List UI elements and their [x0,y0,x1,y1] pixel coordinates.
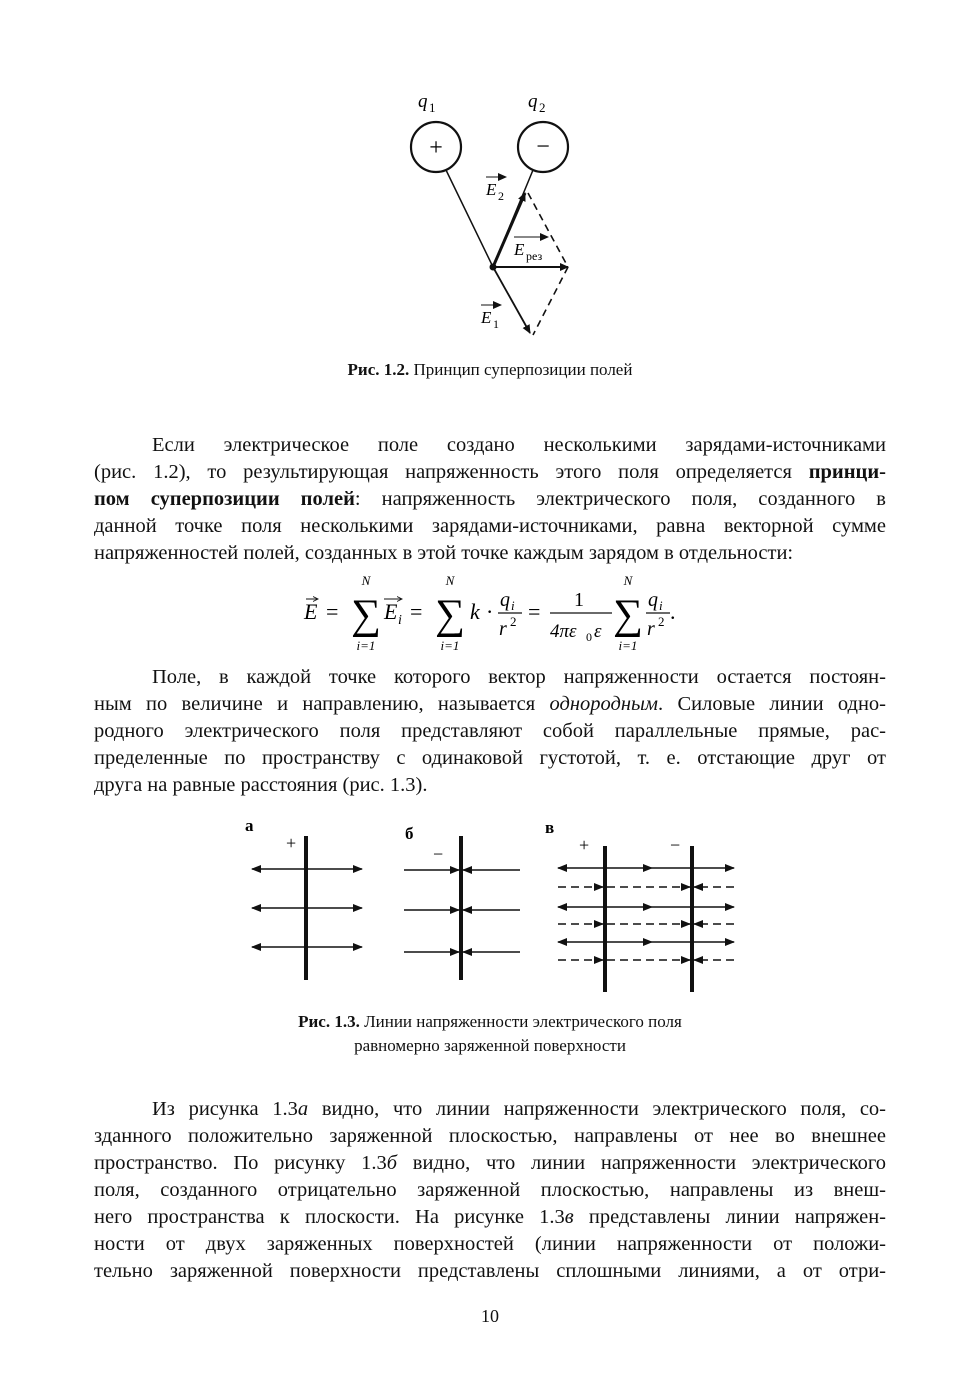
formula-eq2: = [410,599,423,624]
p2-line1: Поле, в каждой точке которого вектор напряженности остается постоян- [152,666,886,688]
p3-l3a: пространство. По рисунку 1.3 [94,1152,387,1174]
p1-bold2: пом суперпозиции полей [94,488,355,510]
sum3-bottom: i=1 [618,638,638,653]
frac2-den-eps: ε [594,621,602,642]
frac3-q: q [648,589,658,611]
p1-line5: напряженностей полей, созданных в этой точке каждым зарядом в отдельности: [94,542,794,564]
p1-bold1: принци- [808,461,886,483]
frac1-q: q [500,589,510,611]
panel-v-dashed-lines [558,887,734,960]
frac2-one: 1 [574,589,584,611]
formula-eq1: = [326,599,339,624]
frac3-q-sub: i [659,598,663,613]
q2-label: q [528,91,538,112]
p1-line4: данной точке поля несколькими зарядами-источниками, равна векторной сумме [94,515,886,537]
paragraph-1 [94,432,886,567]
sum2-top: N [445,575,455,588]
panel-v-minus: − [670,835,681,855]
frac2-den: 4πε [550,621,577,642]
formula-eq3: = [528,599,541,624]
sum1-sigma: ∑ [351,592,381,638]
sum2-bottom: i=1 [440,638,460,653]
eres-sub: рез [526,249,543,263]
p3-l1a: Из рисунка 1.3 [152,1098,298,1120]
figure2-caption-line2: равномерно заряженной поверхности [354,1036,626,1055]
panel-v-plus: + [579,835,590,855]
e1-label: E [481,308,492,327]
figure1-caption [0,358,980,382]
q1-label: q [418,91,428,112]
formula-dot: · [486,599,494,624]
panel-b-label: б [405,824,414,843]
p1-line3-rest: : напряженность электрического поля, созданного в [354,488,886,510]
figure1-caption-text: Принцип суперпозиции полей [409,360,633,379]
formula-ei: E [384,599,398,624]
frac1-r: r [499,618,507,640]
q1-sub: 1 [429,100,436,115]
p3-l1b: видно, что линии напряженности электрического поля, со- [308,1098,886,1120]
p3-l6: ности от двух заряженных поверхностей (линии напряженности от положи- [94,1233,886,1255]
p2-line2-rest: . Силовые линии одно- [658,693,886,715]
panel-v-solid-lines [558,868,734,942]
plus-sign: + [429,135,443,161]
p3-l1i: а [297,1098,309,1120]
formula-end: . [670,599,676,624]
dashed-line-lower [533,267,568,335]
eres-label: E [514,240,525,259]
formula-lhs: E [304,599,318,624]
frac1-q-sub: i [511,598,515,613]
p3-l3i: б [386,1152,398,1174]
p2-line3: родного электрического поля представляют собой параллельные прямые, рас- [94,720,886,742]
panel-b-minus: − [433,844,444,864]
superposition-formula [300,575,700,655]
p2-line2: ным по величине и направлению, называется [94,693,550,715]
figure1-caption-bold: Рис. 1.2. [347,360,410,379]
p3-l2: зданного положительно заряженной плоскостью, направлены от нее во внешнее [94,1125,886,1147]
p2-italic: однородным [549,693,659,715]
q2-sub: 2 [539,100,546,115]
p2-line5: друга на равные расстояния (рис. 1.3). [94,774,428,796]
frac1-r-sup: 2 [510,614,517,629]
p1-line2: (рис. 1.2), то результирующая напряженность этого поля определяется [94,461,809,483]
figure2-caption-line1: Линии напряженности электрического поля [359,1012,682,1031]
sum1-bottom: i=1 [356,638,376,653]
minus-sign: − [536,134,550,160]
paragraph-3 [94,1096,886,1285]
figure2-caption [0,1010,980,1058]
p1-line1: Если электрическое поле создано несколькими зарядами-источниками [152,434,886,456]
p2-line4: пределенные по пространству с одинаковой густотой, т. е. отстающие друг от [94,747,886,769]
e2-label: E [486,180,497,199]
sum3-sigma: ∑ [613,592,643,638]
figure-superposition [380,85,610,350]
e2-sub: 2 [498,189,504,203]
frac2-den-sub: 0 [586,630,592,644]
page-number: 10 [481,1306,499,1326]
frac3-r: r [647,618,655,640]
formula-k: k [470,599,480,624]
p3-l5i: в [564,1206,574,1228]
figure-uniform-field [240,812,750,997]
panel-a-plus: + [286,833,297,853]
frac3-r-sup: 2 [658,614,665,629]
panel-a-label: а [245,816,254,835]
e1-sub: 1 [493,317,499,331]
p3-l5b: представлены линии напряжен- [573,1206,886,1228]
panel-v-label: в [545,818,555,837]
sum2-sigma: ∑ [435,592,465,638]
sum3-top: N [623,575,633,588]
p3-l3b: видно, что линии напряженности электрического [397,1152,887,1174]
p3-l7: тельно заряженной поверхности представлены сплошными линиями, а от отри- [94,1260,886,1282]
p3-l5a: него пространства к плоскости. На рисунке 1.3 [94,1206,565,1228]
paragraph-2 [94,664,886,799]
formula-ei-sub: i [398,613,402,628]
figure2-caption-bold: Рис. 1.3. [298,1012,360,1031]
sum1-top: N [361,575,371,588]
p3-l4: поля, созданного отрицательно заряженной плоскостью, направлены из внеш- [94,1179,886,1201]
